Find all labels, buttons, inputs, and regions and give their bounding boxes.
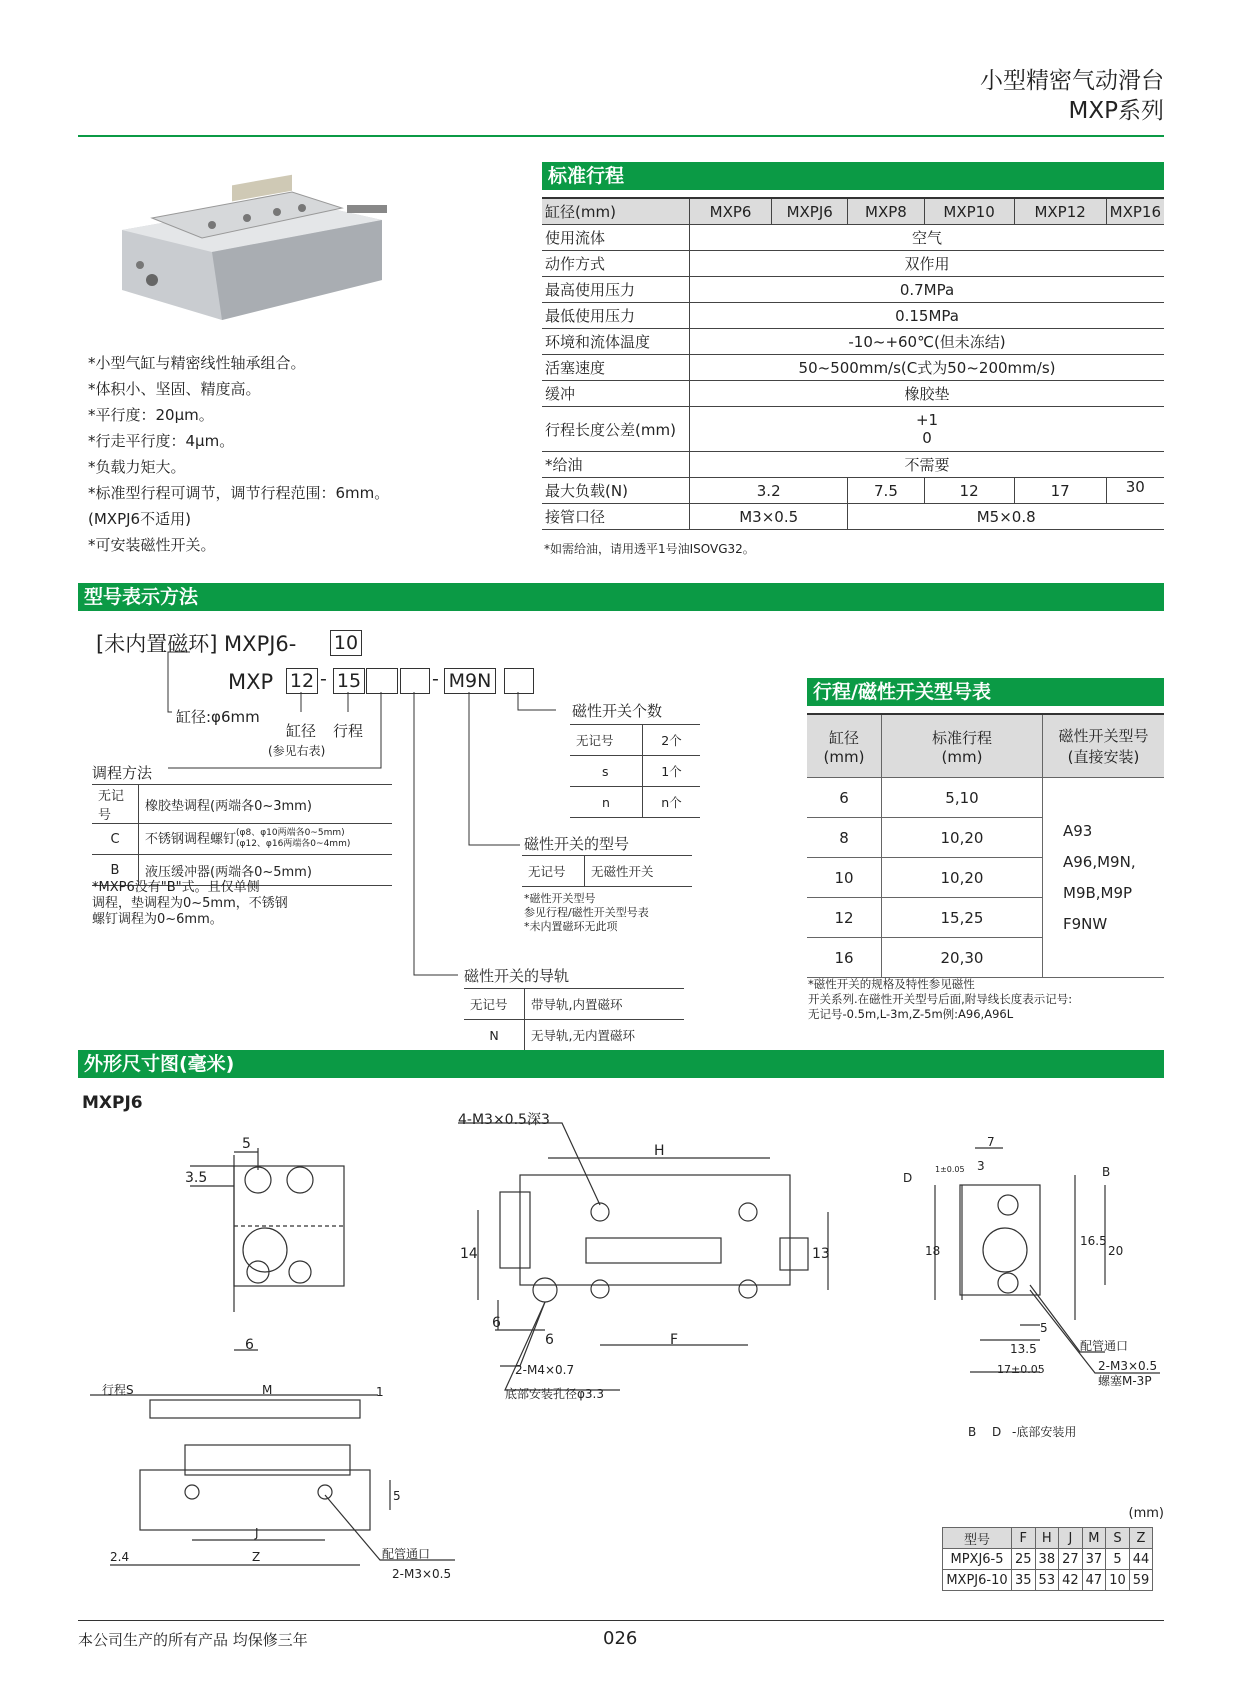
- dim-cell: 59: [1129, 1570, 1153, 1591]
- dim-head: Z: [1129, 1528, 1153, 1549]
- spec-label: 环境和流体温度: [542, 329, 690, 355]
- dim-label: B: [968, 1425, 977, 1439]
- dimension-drawings: [0, 1100, 1240, 1600]
- dim-label: 6: [545, 1332, 554, 1348]
- adj-note: *MXP6没有"B"式。且仅单侧 调程，垫调程为0~5mm，不锈钢 螺钉调程为0~6mm。: [92, 880, 288, 927]
- model-header: MXP12: [1014, 198, 1106, 225]
- qty-code: s: [570, 756, 643, 787]
- dim-label: 7: [987, 1135, 995, 1149]
- dim-label: 2-M4×0.7: [515, 1363, 575, 1377]
- port-value: M3×0.5: [690, 504, 848, 530]
- load-value: 7.5: [848, 478, 924, 504]
- feature-item: *小型气缸与精密线性轴承组合。: [88, 354, 306, 372]
- line1-box: 10: [330, 630, 362, 656]
- dim-label: 20: [1108, 1244, 1124, 1258]
- dim-label: 16.5: [1080, 1234, 1107, 1248]
- model-header: MXP10: [924, 198, 1014, 225]
- type-title: 磁性开关的型号: [524, 835, 630, 853]
- dim-label: 13.5: [1010, 1342, 1037, 1356]
- dim-head: M: [1082, 1528, 1106, 1549]
- dim-label: 6: [245, 1337, 254, 1353]
- adj-code: B: [92, 855, 139, 886]
- dim-label: -底部安装用: [1012, 1425, 1077, 1439]
- sw-stroke: 10,20: [882, 858, 1043, 898]
- oil-note: *如需给油，请用透平1号油ISOVG32。: [544, 542, 755, 556]
- dim-label: 螺塞M-3P: [1098, 1374, 1152, 1388]
- model-line1: [未内置磁环] MXPJ6-: [96, 632, 297, 656]
- adj-code: 无记号: [92, 785, 139, 824]
- feature-item: *体积小、坚固、精度高。: [88, 380, 261, 398]
- dim-cell: 35: [1012, 1570, 1036, 1591]
- series-title: MXP系列: [1068, 98, 1164, 124]
- sw-head-bore: 缸径 (mm): [807, 714, 882, 778]
- dim-head: 型号: [943, 1528, 1012, 1549]
- spec-value: 空气: [690, 225, 1164, 251]
- dim-cell: 44: [1129, 1549, 1153, 1570]
- footer-warranty: 本公司生产的所有产品 均保修三年: [78, 1631, 308, 1649]
- dim-label: B: [1102, 1165, 1111, 1179]
- sw-stroke: 15,25: [882, 898, 1043, 938]
- port-value: M5×0.8: [848, 504, 1164, 530]
- dim-label: J: [255, 1526, 259, 1540]
- spec-label: 缓冲: [542, 381, 690, 407]
- model-prefix: MXP: [228, 670, 274, 694]
- std-section-header: 标准行程: [542, 162, 1164, 190]
- switch-table: [807, 713, 1164, 978]
- sw-stroke: 20,30: [882, 938, 1043, 978]
- dim-label: 5: [393, 1489, 401, 1503]
- ref-right: (参见右表): [268, 744, 326, 758]
- adj-title: 调程方法: [92, 764, 153, 782]
- dim-cell: 10: [1106, 1570, 1130, 1591]
- bore6-label: 缸径:φ6mm: [176, 708, 260, 726]
- dim-head: S: [1106, 1528, 1130, 1549]
- load-value: 3.2: [690, 478, 848, 504]
- dim-label: 配管通口: [1080, 1339, 1129, 1353]
- switch-box: M9N: [444, 668, 496, 694]
- spec-label: 最低使用压力: [542, 303, 690, 329]
- dim-cell: 5: [1106, 1549, 1130, 1570]
- type-code: 无记号: [522, 856, 585, 887]
- qty-val: 1个: [643, 756, 701, 787]
- feature-item: (MXPJ6不适用): [88, 510, 191, 528]
- load-value: 30: [1106, 478, 1164, 504]
- feature-item: *可安装磁性开关。: [88, 536, 216, 554]
- dim-label: D: [903, 1171, 913, 1185]
- stroke-label: 行程: [333, 722, 364, 740]
- spec-value: -10~+60℃(但未冻结): [690, 329, 1164, 355]
- type-val: 无磁性开关: [585, 856, 693, 887]
- model-header: MXP6: [690, 198, 772, 225]
- rail-val: 无导轨,无内置磁环: [525, 1020, 685, 1051]
- type-note: *磁性开关型号 参见行程/磁性开关型号表 *未内置磁环无此项: [524, 892, 649, 933]
- model-header: MXP16: [1106, 198, 1164, 225]
- dim-label: 1: [376, 1385, 384, 1399]
- adj-desc: 液压缓冲器(两端各0~5mm): [139, 855, 393, 886]
- spec-value: +1 0: [690, 407, 1164, 452]
- feature-item: *行走平行度：4μm。: [88, 432, 235, 450]
- rail-code: N: [464, 1020, 525, 1051]
- bore-box: 12: [286, 668, 318, 694]
- load-value: 12: [924, 478, 1014, 504]
- type-table: [522, 855, 692, 887]
- spec-label: 活塞速度: [542, 355, 690, 381]
- switch-notes: *磁性开关的规格及特性参见磁性 开关系列.在磁性开关型号后面,附导线长度表示记号: 无记号-0.5m,L-3m,Z-5m例:A96,A96L: [808, 977, 1073, 1021]
- feature-item: *平行度：20μm。: [88, 406, 214, 424]
- spec-value: 不需要: [690, 452, 1164, 478]
- spec-label: 最大负载(N): [542, 478, 690, 504]
- adj-table: [92, 784, 392, 886]
- spec-value: 50~500mm/s(C式为50~200mm/s): [690, 355, 1164, 381]
- spec-label: 使用流体: [542, 225, 690, 251]
- qty-val: n个: [643, 787, 701, 818]
- switch-section-header: 行程/磁性开关型号表: [807, 678, 1164, 706]
- dims-section-header: 外形尺寸图(毫米): [78, 1050, 1164, 1078]
- page-number: 026: [603, 1628, 638, 1649]
- spec-label: *给油: [542, 452, 690, 478]
- sw-models: A93 A96,M9N, M9B,M9P F9NW: [1043, 778, 1165, 978]
- dim-label: 5: [242, 1136, 251, 1152]
- adj-code: C: [92, 824, 139, 855]
- page-title: 小型精密气动滑台: [980, 68, 1164, 94]
- dim-head: H: [1035, 1528, 1059, 1549]
- qty-table: [570, 724, 700, 818]
- dim-label: Z: [252, 1550, 261, 1564]
- rail-code: 无记号: [464, 989, 525, 1020]
- stroke-box: 15: [333, 668, 365, 694]
- dim-head: J: [1059, 1528, 1083, 1549]
- dim-label: 3.5: [185, 1170, 208, 1186]
- dim-label: 2.4: [110, 1550, 130, 1564]
- dim-label: 17±0.05: [997, 1363, 1045, 1376]
- qty-code: n: [570, 787, 643, 818]
- load-value: 17: [1014, 478, 1106, 504]
- dim-label: 6: [492, 1315, 501, 1331]
- dim-label: 3: [977, 1159, 985, 1173]
- dim-cell: 27: [1059, 1549, 1083, 1570]
- feature-item: *标准型行程可调节，调节行程范围：6mm。: [88, 484, 390, 502]
- dim-cell: MXPJ6-10: [943, 1570, 1012, 1591]
- sw-head-model: 磁性开关型号 (直接安装): [1043, 714, 1165, 778]
- sw-stroke: 5,10: [882, 778, 1043, 818]
- dim-cell: MPXJ6-5: [943, 1549, 1012, 1570]
- dim-table: [942, 1527, 1153, 1591]
- spec-value: 橡胶垫: [690, 381, 1164, 407]
- adj-desc: 不锈钢调程螺钉 (φ8、φ10两端各0~5mm) (φ12、φ16两端各0~4mm): [139, 824, 393, 855]
- dim-label: 底部安装孔径φ3.3: [505, 1387, 605, 1401]
- dim-label: 14: [460, 1246, 478, 1262]
- dim-cell: 42: [1059, 1570, 1083, 1591]
- sw-stroke: 10,20: [882, 818, 1043, 858]
- dim-head: F: [1012, 1528, 1036, 1549]
- dim-label: F: [670, 1332, 679, 1348]
- sw-bore: 8: [807, 818, 882, 858]
- spec-label: 最高使用压力: [542, 277, 690, 303]
- qty-code: 无记号: [570, 725, 643, 756]
- rail-title: 磁性开关的导轨: [464, 967, 570, 985]
- dim-label: 2-M3×0.5: [1098, 1359, 1158, 1373]
- qty-val: 2个: [643, 725, 701, 756]
- dim-label: 5: [1040, 1321, 1048, 1335]
- dims-model: MXPJ6: [82, 1093, 143, 1113]
- spec-value: 双作用: [690, 251, 1164, 277]
- bore-label: 缸径(mm): [542, 198, 690, 225]
- model-header: MXP8: [848, 198, 924, 225]
- spec-label: 行程长度公差(mm): [542, 407, 690, 452]
- dim-cell: 53: [1035, 1570, 1059, 1591]
- rail-val: 带导轨,内置磁环: [525, 989, 685, 1020]
- sw-head-stroke: 标准行程 (mm): [882, 714, 1043, 778]
- dim-label: D: [992, 1425, 1002, 1439]
- qty-title: 磁性开关个数: [572, 702, 663, 720]
- sw-bore: 16: [807, 938, 882, 978]
- feature-item: *负载力矩大。: [88, 458, 186, 476]
- footer-divider: [78, 1620, 1164, 1621]
- bore-label-2: 缸径: [286, 722, 317, 740]
- dim-label: M: [262, 1383, 273, 1397]
- dim-label: 2-M3×0.5: [392, 1567, 452, 1581]
- dim-label: 4-M3×0.5深3: [458, 1112, 550, 1128]
- dim-cell: 37: [1082, 1549, 1106, 1570]
- dim-label: 行程S: [102, 1383, 134, 1397]
- spec-value: 0.15MPa: [690, 303, 1164, 329]
- spec-value: 0.7MPa: [690, 277, 1164, 303]
- dim-label: 配管通口: [382, 1547, 431, 1561]
- sw-bore: 10: [807, 858, 882, 898]
- dim-label: 1±0.05: [935, 1165, 965, 1174]
- rail-table: [464, 988, 684, 1051]
- dash: -: [320, 668, 327, 690]
- sw-bore: 6: [807, 778, 882, 818]
- dim-cell: 25: [1012, 1549, 1036, 1570]
- dim-label: 13: [812, 1246, 830, 1262]
- dim-label: 18: [925, 1244, 941, 1258]
- sw-bore: 12: [807, 898, 882, 938]
- dim-unit: (mm): [1128, 1506, 1164, 1521]
- dim-cell: 38: [1035, 1549, 1059, 1570]
- dim-label: H: [654, 1143, 665, 1159]
- dim-cell: 47: [1082, 1570, 1106, 1591]
- adj-desc: 橡胶垫调程(两端各0~3mm): [139, 785, 393, 824]
- model-header: MXPJ6: [772, 198, 848, 225]
- model-section-header: 型号表示方法: [78, 583, 1164, 611]
- dash: -: [432, 668, 439, 690]
- spec-label: 动作方式: [542, 251, 690, 277]
- spec-label: 接管口径: [542, 504, 690, 530]
